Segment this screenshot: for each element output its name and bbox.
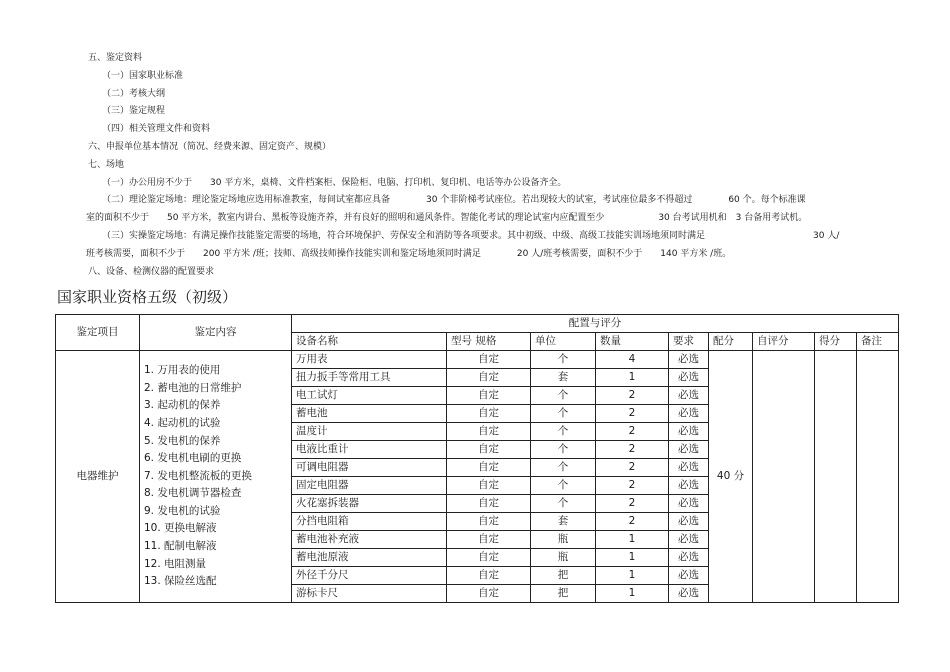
equipment-req: 必选 [669,459,709,477]
equipment-name: 万用表 [292,351,447,369]
equipment-qty: 1 [596,549,669,567]
section-7-item-3: （三）实操鉴定场地：有满足操作技能鉴定需要的场地，符合环境保护、劳保安全和消防等各项要求。其中初级、中级、高级工技能实训场地须同时满足 30 人/ [102,230,840,241]
equipment-req: 必选 [669,549,709,567]
header-self-score: 自评分 [753,333,815,351]
equipment-model: 自定 [447,531,531,549]
section-5-item-2: （二）考核大纲 [102,88,166,99]
equipment-model: 自定 [447,495,531,513]
content-cell [140,351,292,603]
equipment-name: 固定电阻器 [292,477,447,495]
equipment-name: 分挡电阻箱 [292,513,447,531]
header-config-group: 配置与评分 [292,315,899,333]
equipment-unit: 个 [531,351,596,369]
note-cell [857,351,899,603]
equipment-unit: 个 [531,387,596,405]
equipment-unit: 把 [531,585,596,603]
equipment-unit: 把 [531,567,596,585]
equipment-unit: 个 [531,477,596,495]
header-name: 设备名称 [292,333,447,351]
equipment-unit: 瓶 [531,549,596,567]
section-7-heading: 七、场地 [88,159,125,170]
equipment-req: 必选 [669,423,709,441]
equipment-name: 蓄电池补充液 [292,531,447,549]
header-unit: 单位 [531,333,596,351]
equipment-qty: 2 [596,459,669,477]
header-item: 鉴定项目 [56,315,140,351]
equipment-qty: 2 [596,441,669,459]
equipment-unit: 套 [531,513,596,531]
section-5-item-4: （四）相关管理文件和资料 [102,124,211,135]
equipment-model: 自定 [447,369,531,387]
equipment-unit: 个 [531,405,596,423]
equipment-qty: 1 [596,369,669,387]
equipment-model: 自定 [447,585,531,603]
equipment-name: 火花塞拆装器 [292,495,447,513]
equipment-qty: 1 [596,585,669,603]
equipment-model: 自定 [447,459,531,477]
content-line: 7. 发电机整流板的更换 [144,469,252,482]
header-row-1 [56,315,899,333]
section-7-item-2: （二）理论鉴定场地：理论鉴定场地应选用标准教室，每间试室都应具备 30 个非阶梯考试座位。若出现较大的试室，考试座位最多不得超过 60 个。每个标准课 [102,195,806,206]
equipment-unit: 个 [531,441,596,459]
equipment-model: 自定 [447,423,531,441]
equipment-qty: 4 [596,351,669,369]
content-line: 10. 更换电解液 [144,522,217,535]
equipment-name: 蓄电池原液 [292,549,447,567]
equipment-req: 必选 [669,495,709,513]
equipment-model: 自定 [447,549,531,567]
equipment-req: 必选 [669,387,709,405]
section-7-item-3-cont: 班考核需要，面积不少于 200 平方米 /班；技师、高级技师操作技能实训和鉴定场地须同时满足 20 人/班考核需要，面积不少于 140 平方米 /班。 [86,248,732,259]
equipment-unit: 个 [531,459,596,477]
equipment-req: 必选 [669,369,709,387]
equipment-qty: 2 [596,513,669,531]
content-line: 5. 发电机的保养 [144,434,221,447]
header-content: 鉴定内容 [140,315,292,351]
content-line: 9. 发电机的试验 [144,504,221,517]
equipment-qty: 1 [596,567,669,585]
section-7-item-2-cont: 室的面积不少于 50 平方米，教室内讲台、黑板等设施齐养，并有良好的照明和通风条件。智能化考试的理论试室内应配置至少 30 台考试用机和 3 台备用考试机。 [86,213,808,224]
equipment-qty: 2 [596,387,669,405]
equipment-model: 自定 [447,351,531,369]
content-line: 3. 起动机的保养 [144,399,221,412]
equipment-req: 必选 [669,585,709,603]
equipment-model: 自定 [447,387,531,405]
equipment-name: 可调电阻器 [292,459,447,477]
item-cell: 电器维护 [56,351,140,603]
equipment-req: 必选 [669,477,709,495]
equipment-name: 温度计 [292,423,447,441]
header-model: 型号 规格 [447,333,531,351]
section-7-item-1: （一）办公用房不少于 30 平方米，桌椅、文件档案柜、保险柜、电脑、打印机、复印机、电话等办公设备齐全。 [102,177,567,188]
equipment-qty: 2 [596,495,669,513]
equipment-req: 必选 [669,513,709,531]
equipment-qty: 1 [596,531,669,549]
got-score-cell [815,351,857,603]
content-line: 1. 万用表的使用 [144,364,221,377]
header-qty: 数量 [596,333,669,351]
equipment-qty: 2 [596,477,669,495]
page-title: 国家职业资格五级（初级） [57,288,238,306]
equipment-name: 外径千分尺 [292,567,447,585]
section-8-heading: 八、设备、检测仪器的配置要求 [88,266,215,277]
section-6-heading: 六、申报单位基本情况（简况、经费来源、固定资产、规模） [88,141,332,152]
content-line: 13. 保险丝选配 [144,575,217,588]
equipment-unit: 个 [531,495,596,513]
equipment-model: 自定 [447,513,531,531]
intro-section [88,50,918,281]
header-score: 配分 [709,333,753,351]
score-cell: 40 分 [709,351,753,603]
equipment-req: 必选 [669,531,709,549]
content-line: 12. 电阻测量 [144,557,207,570]
section-5-item-1: （一）国家职业标准 [102,70,184,81]
header-req: 要求 [669,333,709,351]
equipment-unit: 瓶 [531,531,596,549]
equipment-name: 电工试灯 [292,387,447,405]
header-got-score: 得分 [815,333,857,351]
section-5-item-3: （三）鉴定规程 [102,106,166,117]
content-line: 11. 配制电解液 [144,540,217,553]
equipment-model: 自定 [447,477,531,495]
table-row [56,351,899,369]
equipment-table [55,314,899,603]
header-note: 备注 [857,333,899,351]
equipment-unit: 个 [531,423,596,441]
equipment-req: 必选 [669,441,709,459]
self-score-cell [753,351,815,603]
equipment-model: 自定 [447,567,531,585]
equipment-name: 蓄电池 [292,405,447,423]
equipment-req: 必选 [669,351,709,369]
content-line: 4. 起动机的试验 [144,416,221,429]
content-line: 8. 发电机调节器检查 [144,487,242,500]
equipment-name: 电液比重计 [292,441,447,459]
section-5-heading: 五、鉴定资料 [88,53,143,63]
equipment-req: 必选 [669,405,709,423]
equipment-name: 扭力扳手等常用工具 [292,369,447,387]
equipment-model: 自定 [447,405,531,423]
equipment-qty: 2 [596,423,669,441]
content-line: 2. 蓄电池的日常维护 [144,381,242,394]
equipment-req: 必选 [669,567,709,585]
equipment-qty: 2 [596,405,669,423]
equipment-unit: 套 [531,369,596,387]
content-line: 6. 发电机电刷的更换 [144,452,242,465]
equipment-name: 游标卡尺 [292,585,447,603]
equipment-model: 自定 [447,441,531,459]
